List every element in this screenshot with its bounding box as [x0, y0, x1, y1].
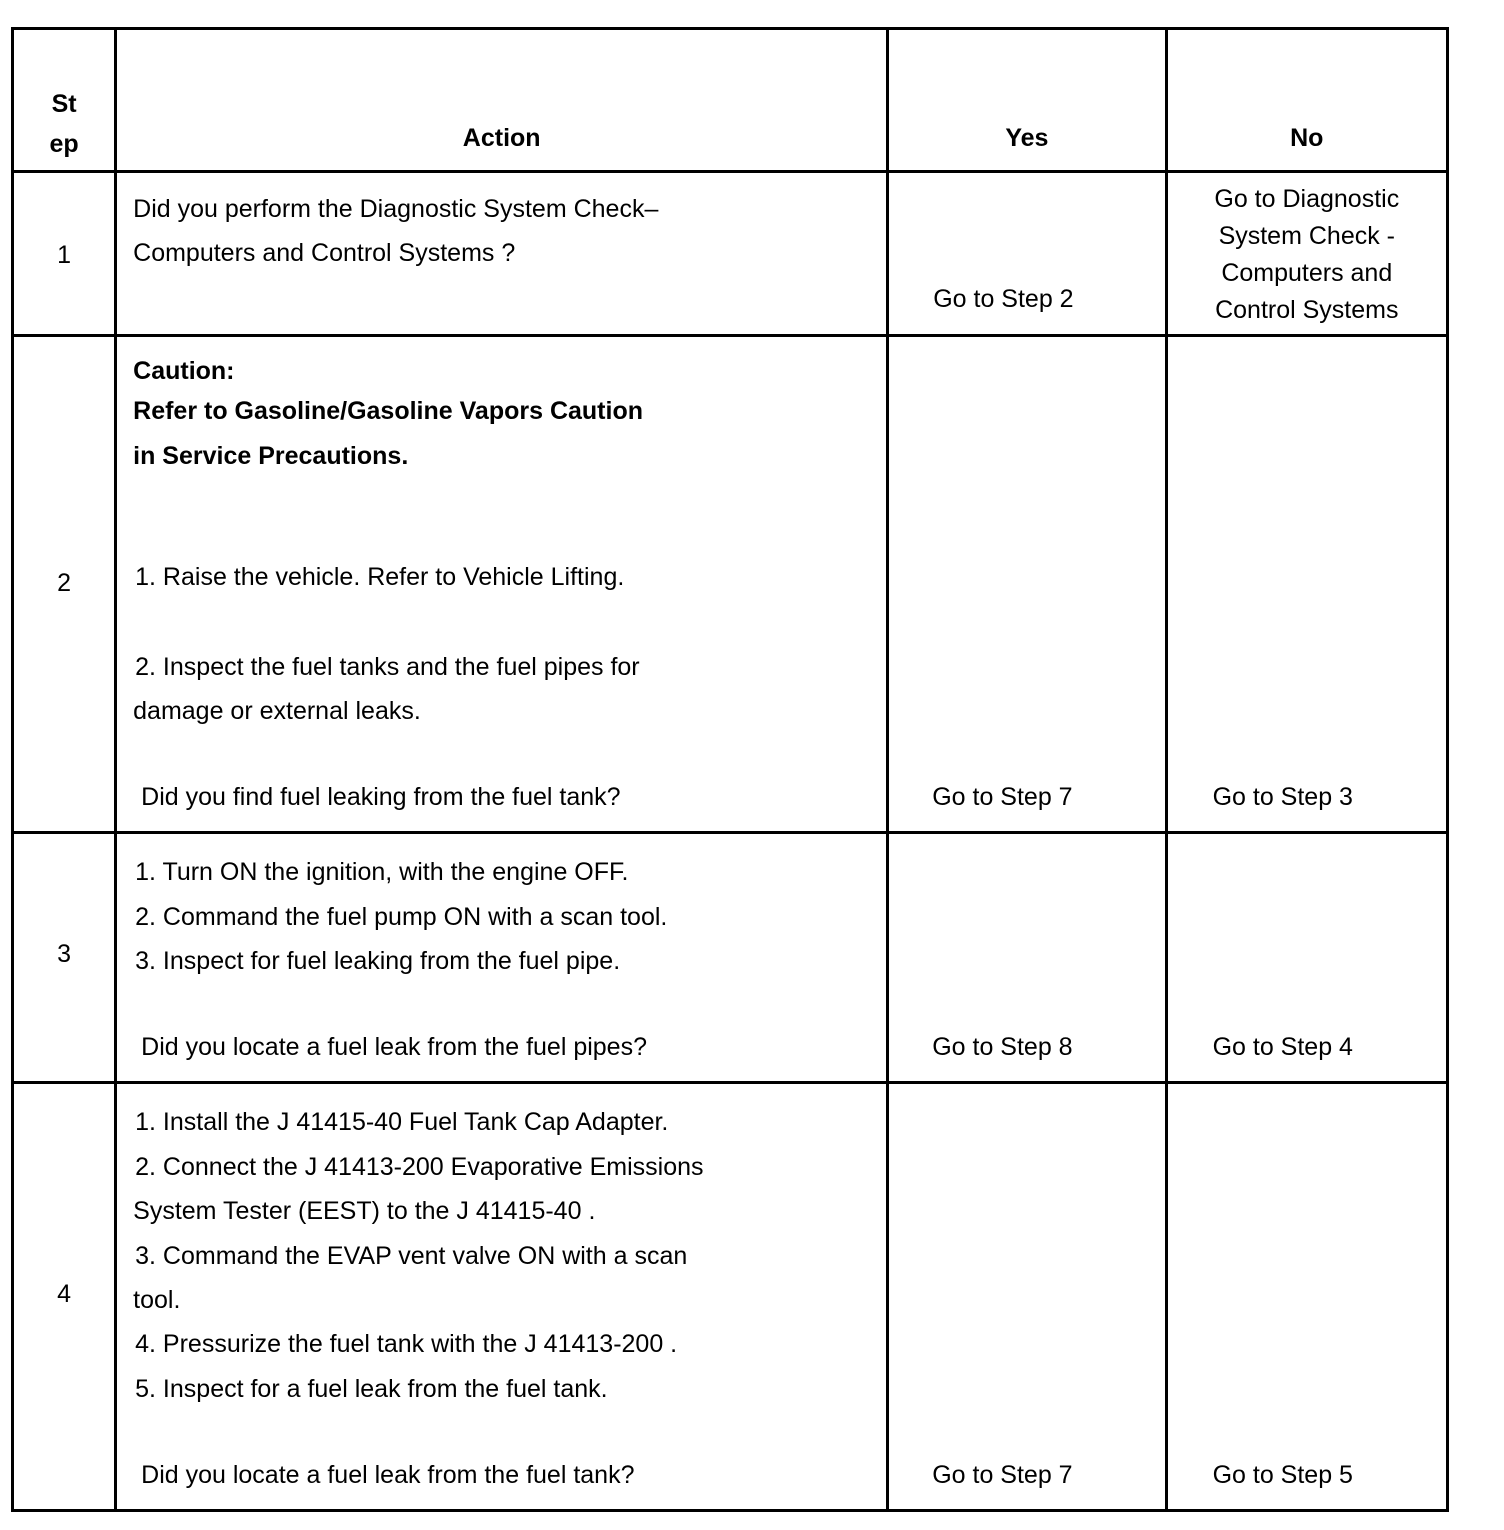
- action-cell: 1. Install the J 41415-40 Fuel Tank Cap Adapter. 2. Connect the J 41413-200 Evaporative Emissions System Tester (EEST) to the J 41415-40 . 3. Command the EVAP vent valve ON with a scan tool. 4. Pressurize the fuel tank with the J 41413-200 . 5. Inspect for a fuel leak from the fuel tank. Did you locate a fuel leak from the fuel tank?: [116, 1083, 888, 1511]
- yes-result: Go to Step 8: [932, 1033, 1073, 1061]
- step-cell: [13, 1083, 116, 1511]
- table-row: [13, 833, 1448, 1083]
- table-row: [13, 336, 1448, 833]
- diagnostic-table: [11, 27, 1449, 1512]
- table-row: [13, 172, 1448, 336]
- question-text: Did you locate a fuel leak from the fuel tank?: [141, 1461, 635, 1489]
- no-result: Go to Step 4: [1212, 1033, 1353, 1061]
- step-number: 2: [57, 569, 72, 597]
- no-result: Go to Step 3: [1212, 783, 1353, 811]
- header-step-line1: St: [51, 90, 77, 118]
- header-yes: Yes: [888, 29, 1166, 172]
- step-cell: [13, 833, 116, 1083]
- action-cell: Did you perform the Diagnostic System Check– Computers and Control Systems ?: [116, 172, 888, 336]
- yes-cell: [888, 833, 1166, 1083]
- yes-cell: [888, 336, 1166, 833]
- table-row: [13, 1083, 1448, 1511]
- action-cell: Caution: Refer to Gasoline/Gasoline Vapors Caution in Service Precautions. 1. Raise the vehicle. Refer to Vehicle Lifting. 2. Inspect the fuel tanks and the fuel pipes for damage or external leaks. Did you find fuel leaking from the fuel tank?: [116, 336, 888, 833]
- yes-result: Go to Step 2: [933, 285, 1074, 313]
- header-row: [13, 29, 1448, 172]
- step-number: 3: [57, 940, 72, 968]
- no-cell: [1166, 336, 1447, 833]
- step-cell: [13, 336, 116, 833]
- question-text: Did you find fuel leaking from the fuel tank?: [141, 783, 621, 811]
- no-cell: [1166, 1083, 1447, 1511]
- yes-result: Go to Step 7: [932, 783, 1073, 811]
- header-step: [13, 29, 116, 172]
- no-result: Go to Step 5: [1212, 1461, 1353, 1489]
- caution-title: Caution:: [133, 357, 235, 385]
- header-step-line2: ep: [49, 130, 79, 158]
- yes-cell: [888, 1083, 1166, 1511]
- step-number: 4: [57, 1280, 72, 1308]
- step-number: 1: [57, 241, 72, 269]
- header-action: Action: [116, 29, 888, 172]
- no-cell: [1166, 833, 1447, 1083]
- action-cell: 1. Turn ON the ignition, with the engine OFF. 2. Command the fuel pump ON with a scan tool. 3. Inspect for fuel leaking from the fuel pipe. Did you locate a fuel leak from the fuel pipes?: [116, 833, 888, 1083]
- step-cell: [13, 172, 116, 336]
- no-cell: Go to Diagnostic System Check - Computers and Control Systems: [1166, 172, 1447, 336]
- question-text: Did you locate a fuel leak from the fuel pipes?: [141, 1033, 647, 1061]
- header-no: No: [1166, 29, 1447, 172]
- yes-cell: [888, 172, 1166, 336]
- yes-result: Go to Step 7: [932, 1461, 1073, 1489]
